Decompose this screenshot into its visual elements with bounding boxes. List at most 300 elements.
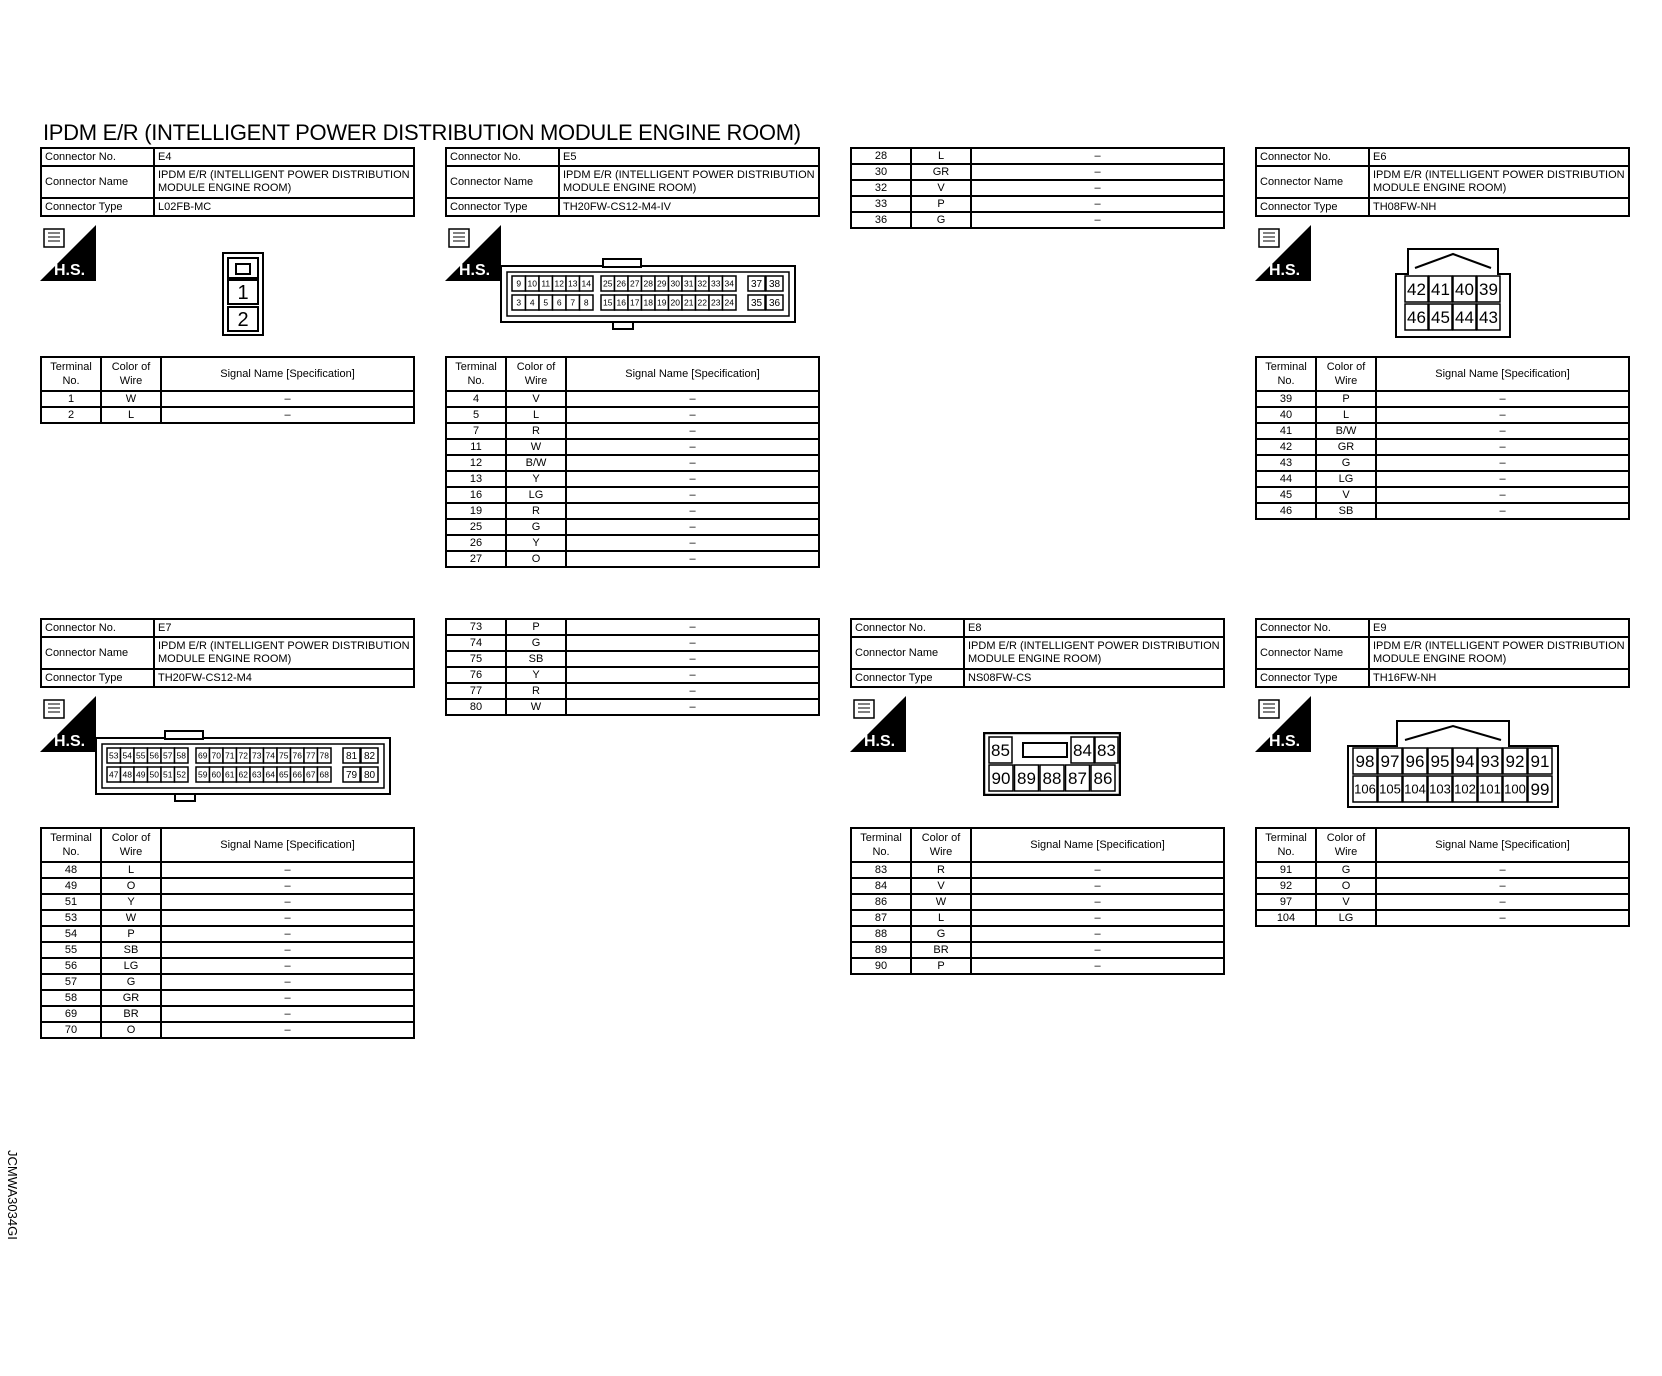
terminal-no: 2 xyxy=(41,407,101,423)
wire-color: O xyxy=(101,1022,161,1038)
terminal-no-header: Terminal No. xyxy=(1256,828,1316,862)
hs-label: H.S. xyxy=(864,733,896,750)
terminal-no: 43 xyxy=(1256,455,1316,471)
wire-color: L xyxy=(1316,407,1376,423)
pin-label: 65 xyxy=(279,769,289,780)
pin-label: 66 xyxy=(292,769,302,780)
sixteen-pin-connector xyxy=(1347,720,1559,808)
wire-color: V xyxy=(911,180,971,196)
wire-color: R xyxy=(506,683,566,699)
pin-label: 36 xyxy=(768,298,781,310)
terminal-row xyxy=(446,651,819,667)
pin-label: 96 xyxy=(1405,752,1425,772)
terminal-no: 51 xyxy=(41,894,101,910)
wire-color: Y xyxy=(101,894,161,910)
connector-e8-terminals xyxy=(850,827,1225,975)
connector-e5-terminals-continued xyxy=(850,147,1225,229)
pin-label: 28 xyxy=(643,278,653,289)
label-connector-type: Connector Type xyxy=(41,669,154,687)
signal-header: Signal Name [Specification] xyxy=(161,357,414,391)
signal-name: – xyxy=(971,180,1224,196)
connector-name: IPDM E/R (INTELLIGENT POWER DISTRIBUTION MODULE ENGINE ROOM) xyxy=(1369,166,1629,198)
terminal-row xyxy=(1256,471,1629,487)
pin-label: 4 xyxy=(529,297,535,308)
wire-color: L xyxy=(101,407,161,423)
terminal-row xyxy=(1256,894,1629,910)
label-connector-no: Connector No. xyxy=(851,619,964,637)
terminal-row xyxy=(446,423,819,439)
pin-label: 51 xyxy=(163,769,173,780)
terminal-row xyxy=(1256,407,1629,423)
pin-label: 43 xyxy=(1479,308,1498,328)
signal-name: – xyxy=(971,894,1224,910)
pin-label: 64 xyxy=(265,769,275,780)
terminal-no-header: Terminal No. xyxy=(851,828,911,862)
wire-color: GR xyxy=(101,990,161,1006)
wire-color: L xyxy=(911,910,971,926)
pin-label: 53 xyxy=(109,750,119,761)
pin-label: 9 xyxy=(516,278,522,289)
terminal-no: 4 xyxy=(446,391,506,407)
pin-label: 35 xyxy=(750,298,763,310)
terminal-no-header: Terminal No. xyxy=(41,828,101,862)
signal-name: – xyxy=(566,391,819,407)
pin-label: 34 xyxy=(724,278,734,289)
pin-label: 101 xyxy=(1479,781,1501,797)
color-header: Color of Wire xyxy=(1316,828,1376,862)
terminal-no: 32 xyxy=(851,180,911,196)
pin-label: 93 xyxy=(1480,752,1500,772)
wire-color: LG xyxy=(1316,471,1376,487)
terminal-row xyxy=(446,683,819,699)
terminal-no: 39 xyxy=(1256,391,1316,407)
label-connector-name: Connector Name xyxy=(41,166,154,198)
terminal-no: 40 xyxy=(1256,407,1316,423)
wire-color: O xyxy=(506,551,566,567)
connector-type: TH20FW-CS12-M4 xyxy=(154,669,414,687)
multi-pin-connector xyxy=(95,730,391,802)
terminal-row xyxy=(41,990,414,1006)
terminal-row xyxy=(41,958,414,974)
signal-name: – xyxy=(971,958,1224,974)
connector-e7-face xyxy=(95,730,391,807)
pin-label: 77 xyxy=(306,750,316,761)
terminal-no: 1 xyxy=(41,391,101,407)
wire-color: V xyxy=(1316,894,1376,910)
pin-label: 97 xyxy=(1380,752,1400,772)
signal-name: – xyxy=(566,551,819,567)
signal-name: – xyxy=(971,878,1224,894)
connector-no: E6 xyxy=(1369,148,1629,166)
wire-color: G xyxy=(1316,455,1376,471)
wire-color: BR xyxy=(101,1006,161,1022)
terminal-no: 90 xyxy=(851,958,911,974)
terminal-row xyxy=(446,667,819,683)
terminal-row xyxy=(446,503,819,519)
page-title: IPDM E/R (INTELLIGENT POWER DISTRIBUTION MODULE ENGINE ROOM) xyxy=(43,120,801,145)
pin-label: 60 xyxy=(211,769,221,780)
terminal-row xyxy=(41,391,414,407)
wire-color: L xyxy=(506,407,566,423)
wire-color: Y xyxy=(506,471,566,487)
terminal-row xyxy=(41,878,414,894)
signal-name: – xyxy=(971,148,1224,164)
pin-label: 6 xyxy=(556,297,562,308)
connector-e6-face xyxy=(1395,248,1511,343)
wire-color: P xyxy=(1316,391,1376,407)
terminal-no: 53 xyxy=(41,910,101,926)
terminal-no: 7 xyxy=(446,423,506,439)
hs-label: H.S. xyxy=(1269,733,1301,750)
terminal-no: 87 xyxy=(851,910,911,926)
pin-label: 37 xyxy=(750,279,763,291)
signal-name: – xyxy=(566,503,819,519)
signal-name: – xyxy=(566,455,819,471)
terminal-no: 44 xyxy=(1256,471,1316,487)
terminal-no: 45 xyxy=(1256,487,1316,503)
connector-e9-face xyxy=(1347,720,1559,813)
pin-label: 54 xyxy=(122,750,132,761)
terminal-row xyxy=(1256,455,1629,471)
terminal-row xyxy=(851,894,1224,910)
pin-label: 73 xyxy=(252,750,262,761)
pin-label: 72 xyxy=(238,750,248,761)
connector-e5-header xyxy=(445,147,820,217)
terminal-row xyxy=(1256,391,1629,407)
pin-label: 20 xyxy=(670,297,680,308)
terminal-row xyxy=(446,619,819,635)
pin-label: 22 xyxy=(697,297,707,308)
pin-label: 15 xyxy=(603,297,613,308)
pin-label: 105 xyxy=(1379,781,1401,797)
signal-name: – xyxy=(566,635,819,651)
terminal-no-header: Terminal No. xyxy=(446,357,506,391)
pin-label: 98 xyxy=(1355,752,1375,772)
pin-label: 40 xyxy=(1455,280,1474,300)
signal-name: – xyxy=(161,894,414,910)
connector-e5-face xyxy=(500,258,796,335)
terminal-no: 48 xyxy=(41,862,101,878)
pin-label: 32 xyxy=(697,278,707,289)
terminal-row xyxy=(1256,503,1629,519)
pin-label: 44 xyxy=(1455,308,1474,328)
pin-label: 11 xyxy=(541,278,551,289)
connector-e4-face xyxy=(222,252,264,341)
signal-header: Signal Name [Specification] xyxy=(566,357,819,391)
color-header: Color of Wire xyxy=(911,828,971,862)
label-connector-no: Connector No. xyxy=(1256,619,1369,637)
connector-name: IPDM E/R (INTELLIGENT POWER DISTRIBUTION MODULE ENGINE ROOM) xyxy=(154,166,414,198)
pin-label: 5 xyxy=(543,297,549,308)
pin-label: 3 xyxy=(516,297,522,308)
pin-label: 47 xyxy=(109,769,119,780)
terminal-no: 69 xyxy=(41,1006,101,1022)
wire-color: V xyxy=(506,391,566,407)
pin-label: 39 xyxy=(1479,280,1498,300)
signal-name: – xyxy=(566,487,819,503)
signal-name: – xyxy=(1376,439,1629,455)
signal-name: – xyxy=(161,391,414,407)
pin-label: 82 xyxy=(363,751,376,763)
wire-color: G xyxy=(101,974,161,990)
terminal-row xyxy=(851,878,1224,894)
terminal-row xyxy=(446,519,819,535)
signal-name: – xyxy=(1376,862,1629,878)
pin-label: 87 xyxy=(1068,769,1087,789)
terminal-row xyxy=(41,942,414,958)
terminal-no: 73 xyxy=(446,619,506,635)
harness-side-icon xyxy=(445,225,501,281)
connector-e8-header xyxy=(850,618,1225,688)
connector-type: L02FB-MC xyxy=(154,198,414,216)
label-connector-name: Connector Name xyxy=(446,166,559,198)
terminal-row xyxy=(41,407,414,423)
wire-color: B/W xyxy=(1316,423,1376,439)
terminal-row xyxy=(1256,862,1629,878)
label-connector-type: Connector Type xyxy=(1256,198,1369,216)
signal-header: Signal Name [Specification] xyxy=(971,828,1224,862)
pin-label: 19 xyxy=(657,297,667,308)
terminal-no: 28 xyxy=(851,148,911,164)
pin-label: 84 xyxy=(1073,741,1092,761)
pin-label: 1 xyxy=(237,282,249,304)
wire-color: LG xyxy=(1316,910,1376,926)
signal-name: – xyxy=(1376,878,1629,894)
connector-name: IPDM E/R (INTELLIGENT POWER DISTRIBUTION MODULE ENGINE ROOM) xyxy=(559,166,819,198)
label-connector-no: Connector No. xyxy=(446,148,559,166)
connector-no: E7 xyxy=(154,619,414,637)
terminal-row xyxy=(41,1006,414,1022)
harness-side-icon xyxy=(850,696,906,752)
diagram-code: JCMWA3034GI xyxy=(5,1150,20,1240)
terminal-no: 25 xyxy=(446,519,506,535)
signal-name: – xyxy=(161,1022,414,1038)
terminal-row xyxy=(446,407,819,423)
terminal-no: 83 xyxy=(851,862,911,878)
terminal-no: 58 xyxy=(41,990,101,1006)
pin-label: 45 xyxy=(1431,308,1450,328)
signal-name: – xyxy=(161,990,414,1006)
hs-label: H.S. xyxy=(1269,262,1301,279)
terminal-row xyxy=(851,910,1224,926)
label-connector-no: Connector No. xyxy=(41,148,154,166)
wire-color: O xyxy=(1316,878,1376,894)
wire-color: GR xyxy=(911,164,971,180)
signal-name: – xyxy=(161,942,414,958)
terminal-row xyxy=(851,862,1224,878)
pin-label: 99 xyxy=(1530,780,1550,800)
terminal-row xyxy=(446,455,819,471)
pin-label: 78 xyxy=(319,750,329,761)
pin-label: 81 xyxy=(345,751,358,763)
pin-label: 18 xyxy=(643,297,653,308)
terminal-no: 41 xyxy=(1256,423,1316,439)
terminal-no: 88 xyxy=(851,926,911,942)
terminal-row xyxy=(446,439,819,455)
wire-color: P xyxy=(911,958,971,974)
color-header: Color of Wire xyxy=(506,357,566,391)
label-connector-name: Connector Name xyxy=(1256,166,1369,198)
signal-name: – xyxy=(566,423,819,439)
terminal-row xyxy=(1256,910,1629,926)
connector-no: E9 xyxy=(1369,619,1629,637)
pin-label: 26 xyxy=(616,278,626,289)
pin-label: 104 xyxy=(1404,781,1426,797)
pin-label: 75 xyxy=(279,750,289,761)
wire-color: R xyxy=(506,503,566,519)
wire-color: Y xyxy=(506,667,566,683)
terminal-no: 55 xyxy=(41,942,101,958)
signal-name: – xyxy=(566,519,819,535)
signal-name: – xyxy=(1376,407,1629,423)
pin-label: 86 xyxy=(1093,769,1113,789)
signal-name: – xyxy=(566,667,819,683)
terminal-row xyxy=(1256,487,1629,503)
wire-color: P xyxy=(506,619,566,635)
pin-label: 71 xyxy=(225,750,235,761)
signal-name: – xyxy=(1376,423,1629,439)
pin-label: 74 xyxy=(265,750,275,761)
connector-e8-face xyxy=(983,732,1121,801)
wire-color: W xyxy=(506,699,566,715)
pin-label: 7 xyxy=(570,297,576,308)
connector-e4-terminals xyxy=(40,356,415,424)
label-connector-type: Connector Type xyxy=(446,198,559,216)
terminal-no: 89 xyxy=(851,942,911,958)
connector-e6-terminals xyxy=(1255,356,1630,520)
pin-label: 13 xyxy=(568,278,578,289)
signal-name: – xyxy=(566,407,819,423)
pin-label: 17 xyxy=(630,297,640,308)
connector-no: E4 xyxy=(154,148,414,166)
terminal-no: 92 xyxy=(1256,878,1316,894)
wire-color: P xyxy=(101,926,161,942)
wire-color: R xyxy=(506,423,566,439)
wire-color: V xyxy=(1316,487,1376,503)
wire-color: R xyxy=(911,862,971,878)
terminal-row xyxy=(446,699,819,715)
color-header: Color of Wire xyxy=(1316,357,1376,391)
wire-color: G xyxy=(506,519,566,535)
signal-name: – xyxy=(161,910,414,926)
pin-label: 69 xyxy=(198,750,208,761)
signal-name: – xyxy=(1376,391,1629,407)
signal-name: – xyxy=(566,619,819,635)
signal-name: – xyxy=(971,862,1224,878)
signal-header: Signal Name [Specification] xyxy=(1376,828,1629,862)
wire-color: G xyxy=(1316,862,1376,878)
terminal-no-header: Terminal No. xyxy=(41,357,101,391)
terminal-row xyxy=(1256,439,1629,455)
harness-side-icon xyxy=(1255,225,1311,281)
pin-label: 83 xyxy=(1097,741,1116,761)
pin-label: 24 xyxy=(724,297,734,308)
pin-label: 85 xyxy=(991,741,1010,761)
label-connector-type: Connector Type xyxy=(41,198,154,216)
signal-name: – xyxy=(161,878,414,894)
terminal-row xyxy=(851,926,1224,942)
terminal-no: 77 xyxy=(446,683,506,699)
pin-label: 103 xyxy=(1429,781,1451,797)
pin-label: 63 xyxy=(252,769,262,780)
pin-label: 49 xyxy=(136,769,146,780)
terminal-row xyxy=(446,471,819,487)
harness-side-icon xyxy=(40,225,96,281)
signal-name: – xyxy=(971,164,1224,180)
terminal-row xyxy=(446,391,819,407)
wire-color: W xyxy=(101,391,161,407)
pin-label: 76 xyxy=(292,750,302,761)
terminal-row xyxy=(41,894,414,910)
wire-color: LG xyxy=(506,487,566,503)
signal-name: – xyxy=(566,683,819,699)
wire-color: W xyxy=(506,439,566,455)
terminal-row xyxy=(851,164,1224,180)
connector-e7-terminals-continued xyxy=(445,618,820,716)
terminal-row xyxy=(1256,423,1629,439)
terminal-no: 86 xyxy=(851,894,911,910)
signal-name: – xyxy=(971,926,1224,942)
signal-name: – xyxy=(566,699,819,715)
connector-e4-header xyxy=(40,147,415,217)
pin-label: 38 xyxy=(768,279,781,291)
pin-label: 90 xyxy=(991,769,1011,789)
wire-color: V xyxy=(911,878,971,894)
pin-label: 100 xyxy=(1504,781,1526,797)
color-header: Color of Wire xyxy=(101,828,161,862)
terminal-no: 97 xyxy=(1256,894,1316,910)
terminal-row xyxy=(446,487,819,503)
hs-label: H.S. xyxy=(54,733,86,750)
terminal-no: 11 xyxy=(446,439,506,455)
eight-pin-connector xyxy=(983,732,1121,796)
latch-slot xyxy=(1023,743,1067,757)
signal-name: – xyxy=(566,535,819,551)
terminal-row xyxy=(851,942,1224,958)
wire-color: L xyxy=(101,862,161,878)
terminal-row xyxy=(41,910,414,926)
pin-label: 10 xyxy=(527,278,537,289)
label-connector-type: Connector Type xyxy=(851,669,964,687)
wire-color: P xyxy=(911,196,971,212)
pin-label: 27 xyxy=(630,278,640,289)
wire-color: Y xyxy=(506,535,566,551)
connector-type: TH20FW-CS12-M4-IV xyxy=(559,198,819,216)
connector-no: E5 xyxy=(559,148,819,166)
signal-name: – xyxy=(971,212,1224,228)
pin-label: 95 xyxy=(1430,752,1450,772)
terminal-row xyxy=(851,180,1224,196)
pin-label: 50 xyxy=(149,769,159,780)
pin-label: 102 xyxy=(1454,781,1476,797)
terminal-no: 33 xyxy=(851,196,911,212)
pin-label: 58 xyxy=(176,750,186,761)
wire-color: B/W xyxy=(506,455,566,471)
harness-side-icon xyxy=(40,696,96,752)
signal-name: – xyxy=(1376,910,1629,926)
terminal-no: 76 xyxy=(446,667,506,683)
terminal-row xyxy=(1256,878,1629,894)
label-connector-no: Connector No. xyxy=(41,619,154,637)
signal-name: – xyxy=(1376,487,1629,503)
signal-name: – xyxy=(161,407,414,423)
connector-name: IPDM E/R (INTELLIGENT POWER DISTRIBUTION MODULE ENGINE ROOM) xyxy=(964,637,1224,669)
terminal-no: 16 xyxy=(446,487,506,503)
terminal-no: 12 xyxy=(446,455,506,471)
terminal-row xyxy=(446,535,819,551)
connector-name: IPDM E/R (INTELLIGENT POWER DISTRIBUTION MODULE ENGINE ROOM) xyxy=(154,637,414,669)
pin-label: 80 xyxy=(363,770,376,782)
